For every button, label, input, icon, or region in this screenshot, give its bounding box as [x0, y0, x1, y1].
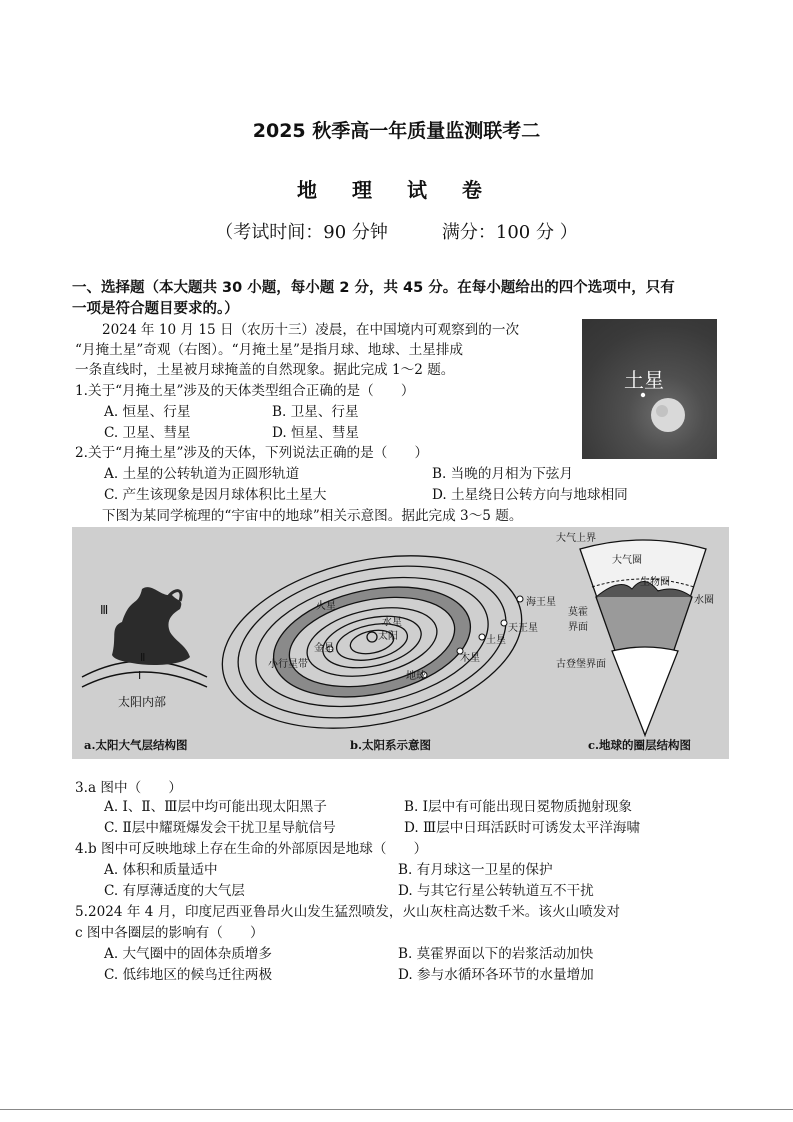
label-earth: 地球: [406, 671, 426, 682]
label-saturn: 土星: [486, 635, 506, 646]
sun-interior-label: 太阳内部: [118, 695, 167, 709]
q3-option-a[interactable]: A. Ⅰ、Ⅱ、Ⅲ层中均可能出现太阳黑子: [104, 799, 327, 815]
saturn-dot: [479, 634, 485, 640]
label-atm-top: 大气上界: [556, 533, 596, 544]
q1-option-d[interactable]: D. 恒星、彗星: [272, 425, 360, 441]
label-gutenberg: 古登堡界面: [556, 659, 606, 670]
prominence-shape: [112, 587, 190, 665]
q4-option-d[interactable]: D. 与其它行星公转轨道互不干扰: [398, 883, 594, 899]
label-mercury: 水星: [382, 617, 402, 628]
sun-layer-II: Ⅱ: [140, 651, 146, 664]
exam-title: 2025 秋季高一年质量监测联考二: [252, 120, 541, 142]
sun-layer-I: Ⅰ: [138, 669, 142, 682]
section-heading-line2: 一项是符合题目要求的。）: [72, 301, 239, 317]
q3-stem: 3.a 图中（ ）: [75, 780, 182, 796]
q1-option-a[interactable]: A. 恒星、行星: [104, 404, 191, 420]
q5-option-b[interactable]: B. 莫霍界面以下的岩浆活动加快: [398, 946, 594, 962]
q5-stem-line1: 5.2024 年 4 月，印度尼西亚鲁昂火山发生猛烈喷发，火山灰柱高达数千米。该火山喷发对: [75, 904, 620, 920]
passage1-line1: 2024 年 10 月 15 日（农历十三）凌晨，在中国境内可观察到的一次: [102, 322, 520, 338]
earth-spheres-diagram: [580, 540, 706, 735]
q2-option-d[interactable]: D. 土星绕日公转方向与地球相同: [432, 487, 628, 503]
neptune-dot: [517, 596, 523, 602]
label-jupiter: 木星: [460, 653, 480, 664]
label-mars: 火星: [316, 601, 336, 612]
photo-label: 土星: [624, 368, 664, 392]
page-bottom-divider: [0, 1109, 793, 1110]
label-asteroid-belt: 小行星带: [268, 659, 308, 670]
label-atmosphere: 大气圈: [612, 555, 642, 566]
saturn-dot: [641, 393, 645, 397]
label-venus: 金星: [314, 643, 334, 654]
section-heading: [72, 278, 732, 320]
q5-option-d[interactable]: D. 参与水循环各环节的水量增加: [398, 967, 594, 983]
label-uranus: 天王星: [508, 623, 538, 634]
q2-option-a[interactable]: A. 土星的公转轨道为正圆形轨道: [104, 466, 300, 482]
q3-option-c[interactable]: C. Ⅱ层中耀斑爆发会干扰卫星导航信号: [104, 820, 336, 836]
q1-stem: 1.关于“月掩土星”涉及的天体类型组合正确的是（ ）: [75, 383, 415, 399]
core: [612, 647, 678, 735]
q2-option-b[interactable]: B. 当晚的月相为下弦月: [432, 466, 573, 482]
q1-option-c[interactable]: C. 卫星、彗星: [104, 425, 191, 441]
label-hydrosphere: 水圈: [694, 595, 714, 606]
label-moho: 莫霍界面: [568, 607, 588, 633]
q5-option-a[interactable]: A. 大气圈中的固体杂质增多: [104, 946, 272, 962]
q1-option-b[interactable]: B. 卫星、行星: [272, 404, 359, 420]
q4-option-b[interactable]: B. 有月球这一卫星的保护: [398, 862, 553, 878]
q4-stem: 4.b 图中可反映地球上存在生命的外部原因是地球（ ）: [75, 841, 428, 857]
sun-layer-III: Ⅲ: [100, 603, 109, 617]
q3-option-b[interactable]: B. Ⅰ层中有可能出现日冕物质抛射现象: [404, 799, 632, 815]
passage1-line2: “月掩土星”奇观（右图）。“月掩土星”是指月球、地球、土星排成: [75, 342, 464, 358]
layer-line-2: [82, 672, 207, 687]
moon-mare: [656, 405, 668, 417]
q2-option-c[interactable]: C. 产生该现象是因月球体积比土星大: [104, 487, 327, 503]
q5-stem-line2: c 图中各圈层的影响有（ ）: [75, 925, 264, 941]
q4-option-c[interactable]: C. 有厚薄适度的大气层: [104, 883, 245, 899]
exam-info: （考试时间：90 分钟 满分：100 分 ）: [215, 222, 578, 243]
earth-in-universe-figure: [72, 527, 729, 759]
passage1-line3: 一条直线时，土星被月球掩盖的自然现象。据此完成 1～2 题。: [75, 362, 455, 378]
label-sun: 太阳: [378, 631, 398, 642]
label-neptune: 海王星: [526, 597, 556, 608]
subject-title: 地 理 试 卷: [297, 178, 496, 202]
q2-stem: 2.关于“月掩土星”涉及的天体，下列说法正确的是（ ）: [75, 445, 429, 461]
passage2: 下图为某同学梳理的“宇宙中的地球”相关示意图。据此完成 3～5 题。: [102, 508, 523, 524]
caption-b: b.太阳系示意图: [350, 738, 432, 752]
q3-option-d[interactable]: D. Ⅲ层中日珥活跃时可诱发太平洋海啸: [404, 820, 641, 836]
q5-option-c[interactable]: C. 低纬地区的候鸟迁往两极: [104, 967, 273, 983]
label-biosphere: 生物圈: [640, 577, 670, 588]
q4-option-a[interactable]: A. 体积和质量适中: [104, 862, 218, 878]
caption-c: c.地球的圈层结构图: [588, 738, 692, 752]
moon-disk: [651, 398, 685, 432]
uranus-dot: [501, 620, 507, 626]
caption-a: a.太阳大气层结构图: [84, 738, 188, 752]
section-heading-line1: 一、选择题（本大题共 30 小题，每小题 2 分，共 45 分。在每小题给出的四个选项中，只有: [72, 280, 675, 296]
